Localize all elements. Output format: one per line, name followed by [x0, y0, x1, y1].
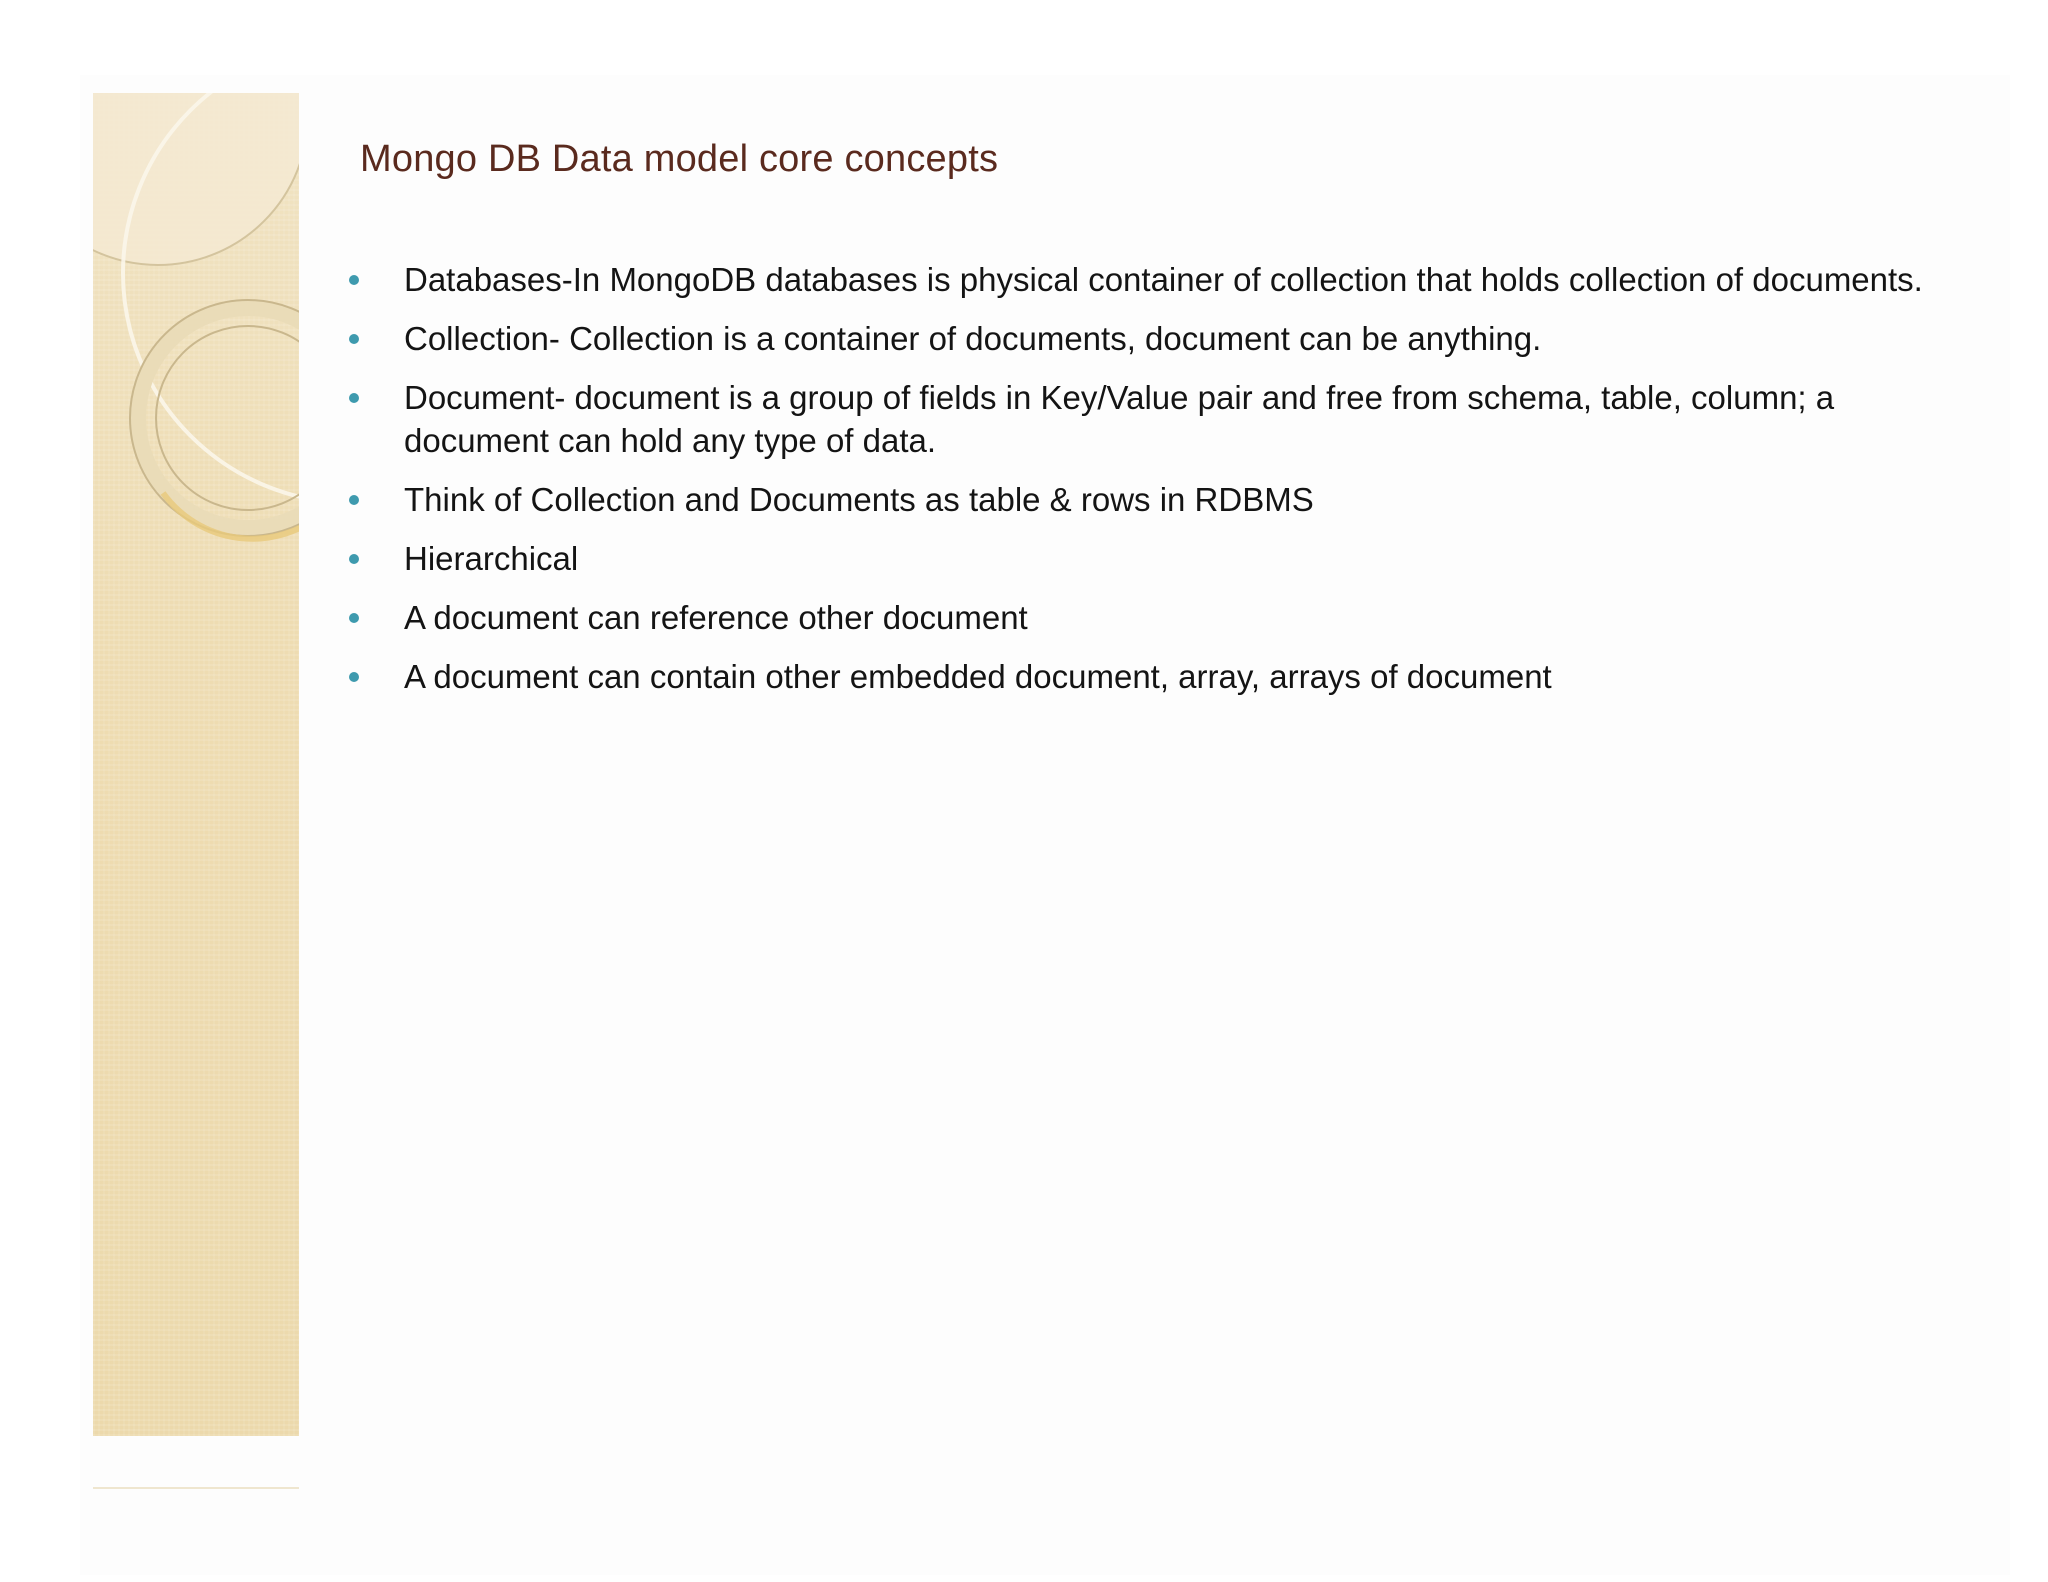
bullet-dot-icon	[349, 275, 359, 285]
list-item-text: Hierarchical	[404, 540, 579, 577]
list-item	[345, 478, 1965, 521]
bullet-dot-icon	[349, 495, 359, 505]
decorative-side-band	[93, 93, 299, 1436]
bullet-dot-icon	[349, 393, 359, 403]
decorative-circles	[93, 93, 299, 1436]
bullet-dot-icon	[349, 334, 359, 344]
slide-title: Mongo DB Data model core concepts	[360, 138, 999, 180]
list-item	[345, 376, 1965, 462]
list-item	[345, 537, 1965, 580]
list-item-text: A document can contain other embedded document, array, arrays of document	[404, 658, 1552, 695]
list-item-text: A document can reference other document	[404, 599, 1028, 636]
divider	[93, 1487, 299, 1489]
list-item	[345, 258, 1965, 301]
bullet-list	[345, 258, 1965, 714]
list-item-text: Collection- Collection is a container of documents, document can be anything.	[404, 320, 1542, 357]
list-item	[345, 655, 1965, 698]
bullet-dot-icon	[349, 554, 359, 564]
bullet-dot-icon	[349, 672, 359, 682]
list-item	[345, 596, 1965, 639]
list-item-text: Databases-In MongoDB databases is physical container of collection that holds collection of documents.	[404, 261, 1923, 298]
list-item-text: Think of Collection and Documents as table & rows in RDBMS	[404, 481, 1314, 518]
list-item-text: Document- document is a group of fields in Key/Value pair and free from schema, table, column; a document can hold any type of data.	[404, 379, 1835, 459]
bullet-dot-icon	[349, 613, 359, 623]
list-item	[345, 317, 1965, 360]
